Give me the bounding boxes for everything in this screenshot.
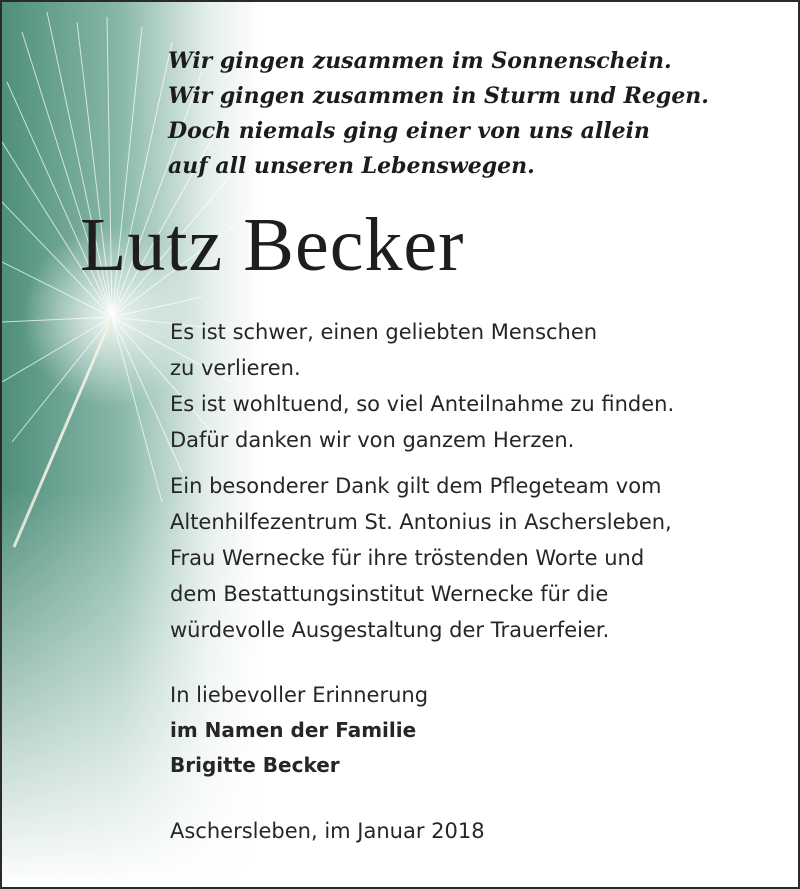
poem-line: Wir gingen zusammen in Sturm und Regen.	[168, 83, 709, 109]
poem-line: Doch niemals ging einer von uns allein	[168, 118, 650, 144]
signature-intro: In liebevoller Erinnerung	[170, 683, 429, 707]
special-thanks-paragraph	[170, 468, 672, 648]
place-date: Aschersleben, im Januar 2018	[170, 819, 485, 843]
paragraph-line: dem Bestattungsinstitut Wernecke für die	[170, 582, 609, 606]
signature-block	[170, 678, 428, 783]
paragraph-line: Dafür danken wir von ganzem Herzen.	[170, 428, 575, 452]
signature-family: im Namen der Familie	[170, 718, 417, 742]
poem-line: auf all unseren Lebenswegen.	[168, 153, 535, 179]
paragraph-line: zu verlieren.	[170, 356, 301, 380]
paragraph-line: Ein besonderer Dank gilt dem Pflegeteam vom	[170, 474, 662, 498]
paragraph-line: Es ist schwer, einen geliebten Menschen	[170, 320, 598, 344]
paragraph-line: würdevolle Ausgestaltung der Trauerfeier.	[170, 618, 610, 642]
paragraph-line: Frau Wernecke für ihre tröstenden Worte und	[170, 546, 645, 570]
paragraph-line: Es ist wohltuend, so viel Anteilnahme zu finden.	[170, 392, 675, 416]
poem-line: Wir gingen zusammen im Sonnenschein.	[168, 48, 672, 74]
paragraph-line: Altenhilfezentrum St. Antonius in Aschersleben,	[170, 510, 672, 534]
poem	[168, 44, 709, 184]
gratitude-paragraph	[170, 314, 674, 458]
deceased-name: Lutz Becker	[80, 203, 465, 287]
signature-person: Brigitte Becker	[170, 753, 340, 777]
